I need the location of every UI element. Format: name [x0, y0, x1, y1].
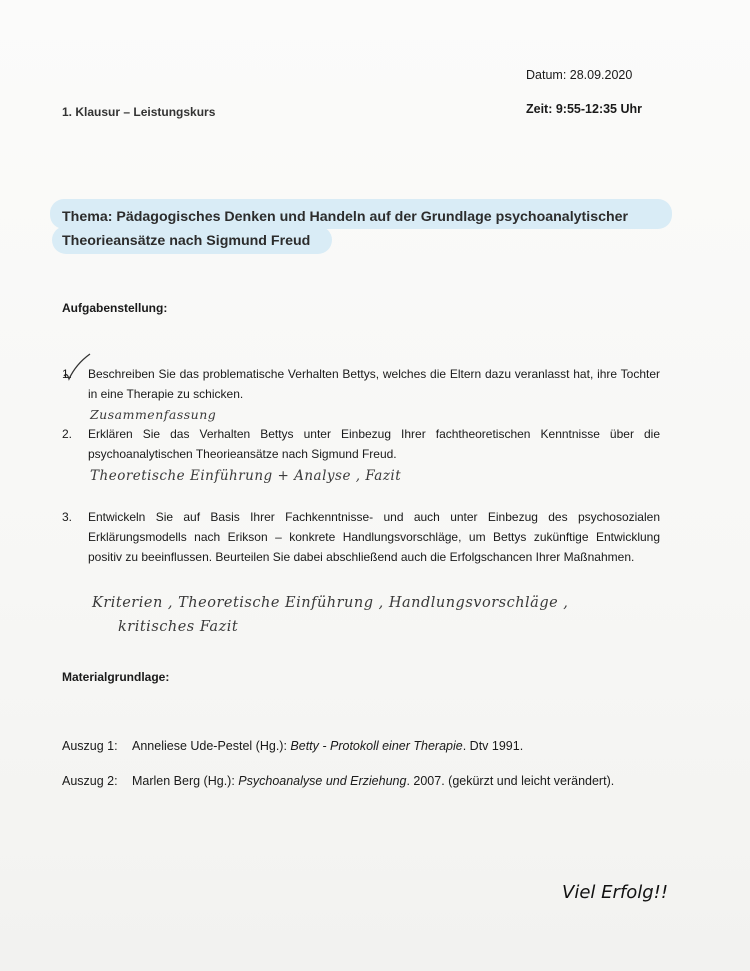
closing-wish: Viel Erfolg!! [562, 882, 669, 903]
source-item-2 [62, 774, 614, 788]
material-heading: Materialgrundlage: [62, 670, 170, 684]
source-details: . 2007. (gekürzt und leicht verändert). [406, 774, 615, 788]
source-author: Anneliese Ude-Pestel (Hg.): [132, 739, 291, 753]
source-label: Auszug 1: [62, 739, 118, 753]
task-number: 3. [62, 510, 73, 524]
exam-title: 1. Klausur – Leistungskurs [62, 105, 216, 119]
date-label: Datum: 28.09.2020 [526, 68, 633, 82]
task-text: Erklären Sie das Verhalten Bettys unter Einbezug Ihrer fachtheoretischen Kenntnisse über die psychoanalytischen Theorieansätze nach Sigmund Freud. [88, 427, 660, 461]
source-label: Auszug 2: [62, 774, 118, 788]
handwritten-note: Kriterien , Theoretische Einführung , Handlungsvorschläge , [92, 595, 569, 611]
source-title: Psychoanalyse und Erziehung [238, 774, 407, 788]
tasks-heading: Aufgabenstellung: [62, 301, 168, 315]
task-text: Beschreiben Sie das problematische Verhalten Bettys, welches die Eltern dazu veranlasst hat, ihre Tochter in eine Therapie zu schicken. [88, 367, 660, 401]
topic-text: Thema: Pädagogisches Denken und Handeln auf der Grundlage psychoanalytischer Theorieansätze nach Sigmund Freud [62, 209, 629, 249]
source-item-1 [62, 739, 523, 753]
task-text: Entwickeln Sie auf Basis Ihrer Fachkenntnisse- und auch unter Einbezug des psychosozialen Erklärungsmodells nach Erikson – konkrete Handlungsvorschläge, um Bettys zukünftige Entwicklung positiv zu beeinflussen. Beurteilen Sie dabei abschließend auch die Erfolgschancen Ihrer Maßnahmen. [88, 510, 660, 564]
handwritten-note: Theoretische Einführung + Analyse , Fazit [90, 468, 402, 484]
handwritten-note: kritisches Fazit [118, 619, 239, 635]
task-number: 1. [62, 367, 73, 381]
task-number: 2. [62, 427, 73, 441]
handwritten-note: Zusammenfassung [90, 407, 217, 422]
source-title: Betty - Protokoll einer Therapie [290, 739, 463, 753]
source-details: . Dtv 1991. [462, 739, 524, 753]
source-author: Marlen Berg (Hg.): [132, 774, 239, 788]
time-label: Zeit: 9:55-12:35 Uhr [526, 102, 643, 116]
